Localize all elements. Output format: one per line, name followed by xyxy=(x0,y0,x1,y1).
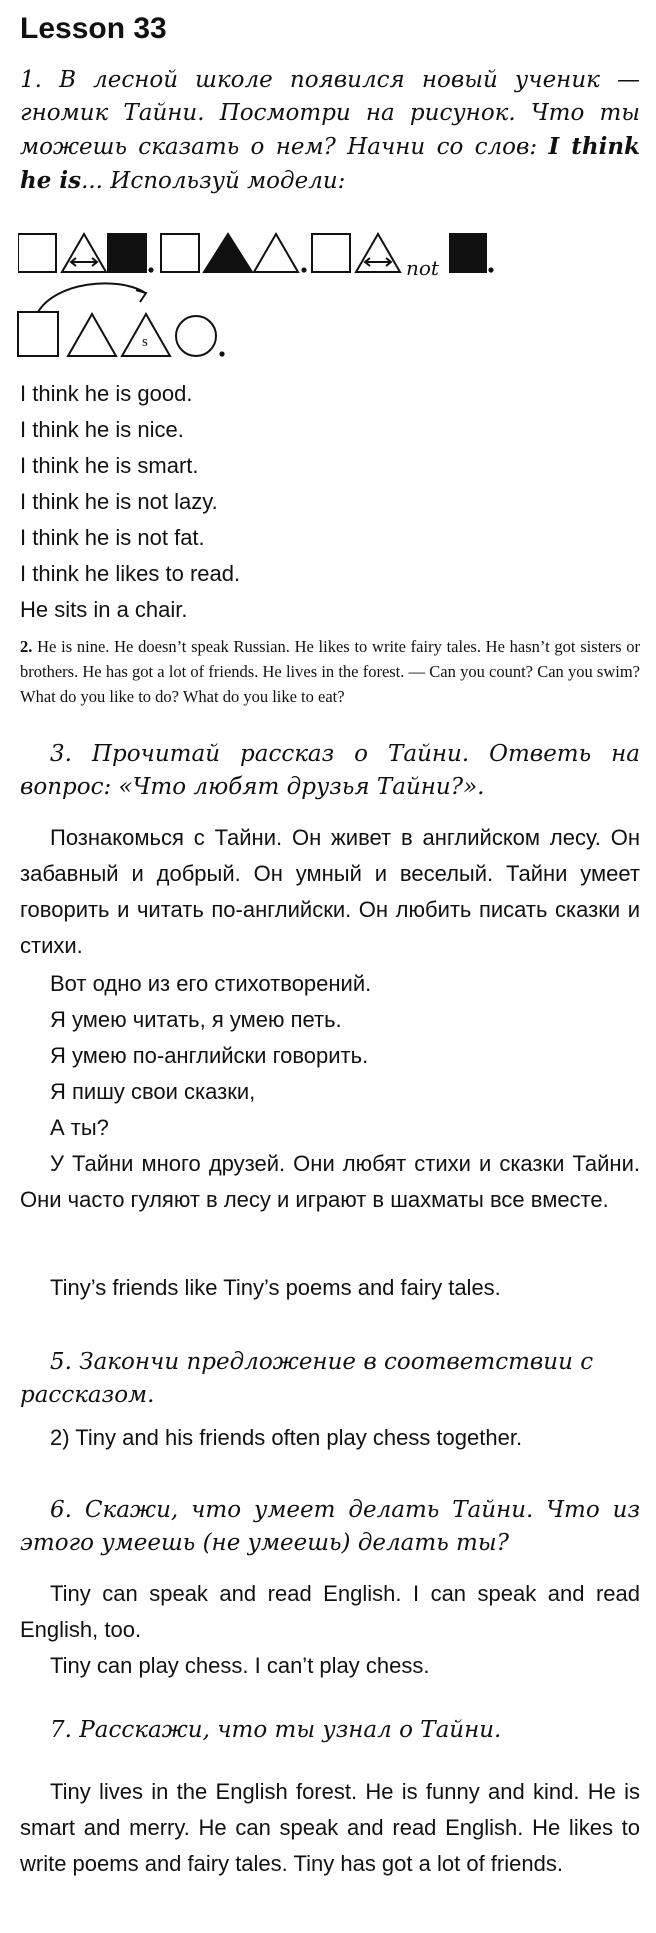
answer-line: I think he is smart. xyxy=(20,453,199,478)
task1-text-end: ... Используй модели: xyxy=(81,168,346,194)
task3-instruction: 3. Прочитай рассказ о Тайни. Ответь на вопрос: «Что любят друзья Тайни?». xyxy=(20,741,640,800)
model-s-label: s xyxy=(142,334,148,350)
task5-answer: 2) Tiny and his friends often play chess together. xyxy=(50,1425,523,1450)
task3-poem xyxy=(20,966,640,1146)
model-black-triangle xyxy=(204,234,252,272)
poem-line: Вот одно из его стихотворений. xyxy=(50,971,372,996)
task3-story-paragraph-1: Познакомься с Тайни. Он живет в английском лесу. Он забавный и добрый. Он умный и веселый. Тайни умеет говорить и читать по-английски. Он любить писать сказки и стихи. xyxy=(20,825,640,958)
poem-line: Я умею читать, я умею петь. xyxy=(50,1007,342,1032)
task6-instruction: 6. Скажи, что умеет делать Тайни. Что из этого умеешь (не умеешь) делать ты? xyxy=(20,1497,640,1556)
answer-line: I think he is not lazy. xyxy=(20,489,218,514)
model-triangle xyxy=(254,234,298,272)
task2-number: 2. xyxy=(20,637,33,656)
task1-text-start: 1. В лесной школе появился новый ученик — гномик Тайни. Посмотри на рисунок. Что ты можешь сказать о нем? Начни со слов: xyxy=(20,67,640,160)
answer-line: I think he is nice. xyxy=(20,417,184,442)
lesson-title: Lesson 33 xyxy=(20,12,167,45)
model-square xyxy=(18,312,58,356)
task3-story-paragraph-2: У Тайни много друзей. Они любят стихи и сказки Тайни. Они часто гуляют в лесу и играют в шахматы все вместе. xyxy=(20,1151,640,1212)
answer-line: He sits in a chair. xyxy=(20,597,188,622)
model-black-square xyxy=(450,234,486,272)
model-triangle-arrow xyxy=(62,234,106,272)
model-triangle-arrow xyxy=(356,234,400,272)
model-four-diagram xyxy=(16,272,236,367)
task5-instruction: 5. Закончи предложение в соответствии с рассказом. xyxy=(20,1349,594,1408)
model-circle xyxy=(176,316,216,356)
answer-line: I think he likes to read. xyxy=(20,561,241,586)
model-not-label: not xyxy=(406,256,439,280)
model-square xyxy=(18,234,56,272)
poem-line: А ты? xyxy=(50,1115,109,1140)
task1-answers xyxy=(20,376,640,628)
task2-text: He is nine. He doesn’t speak Russian. He likes to write fairy tales. He hasn’t got sisters or brothers. He has got a lot of friends. He lives in the forest. — Can you count? Can you swim? What do you like to do? What do you like to eat? xyxy=(20,637,641,706)
task2-block xyxy=(20,634,640,709)
task6-answer-1: Tiny can speak and read English. I can speak and read English, too. xyxy=(20,1581,640,1642)
task7-answer: Tiny lives in the English forest. He is funny and kind. He is smart and merry. He can speak and read English. He likes to write poems and fairy tales. Tiny has got a lot of friends. xyxy=(20,1779,640,1876)
model-black-square xyxy=(108,234,146,272)
poem-line: Я пишу свои сказки, xyxy=(50,1079,256,1104)
task6-answer-2: Tiny can play chess. I can’t play chess. xyxy=(50,1653,430,1678)
poem-line: Я умею по-английски говорить. xyxy=(50,1043,369,1068)
model-square xyxy=(312,234,350,272)
answer-line: I think he is good. xyxy=(20,381,193,406)
task3-answer: Tiny’s friends like Tiny’s poems and fairy tales. xyxy=(50,1275,501,1300)
model-triangle xyxy=(68,314,116,356)
task1-instruction xyxy=(20,64,640,198)
task1-bold-phrase: I think he is xyxy=(20,133,640,194)
model-square xyxy=(161,234,199,272)
task7-instruction: 7. Расскажи, что ты узнал о Тайни. xyxy=(50,1717,502,1743)
answer-line: I think he is not fat. xyxy=(20,525,205,550)
